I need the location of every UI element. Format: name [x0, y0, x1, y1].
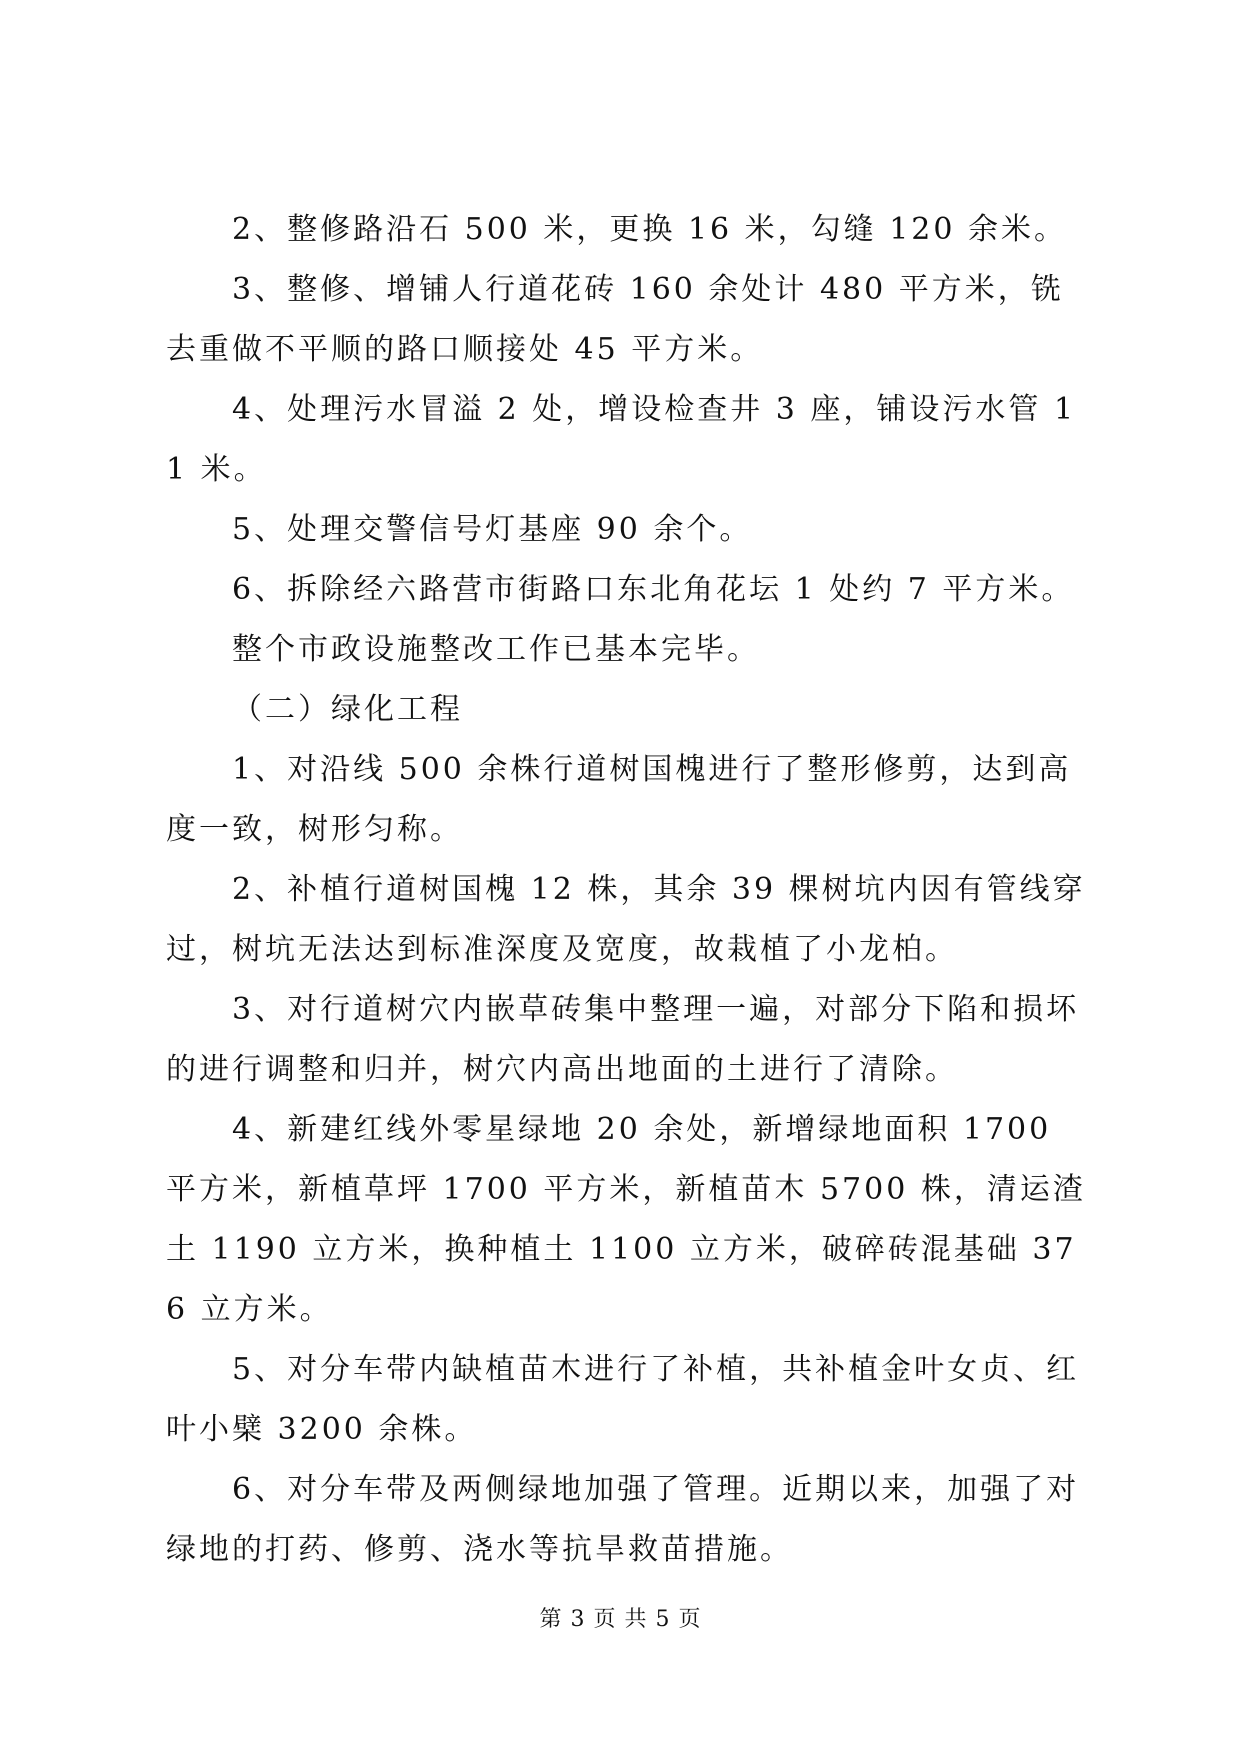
section-heading-greening: （二）绿化工程 — [232, 692, 463, 727]
paragraph-item-2: 2、整修路沿石 500 米，更换 16 米，勾缝 120 余米。 — [232, 212, 1067, 247]
paragraph-summary: 整个市政设施整改工作已基本完毕。 — [232, 632, 760, 667]
paragraph-item-6: 6、拆除经六路营市街路口东北角花坛 1 处约 7 平方米。 — [232, 572, 1075, 607]
paragraph-item-4: 4、处理污水冒溢 2 处，增设检查井 3 座，铺设污水管 11 米。 — [166, 392, 1077, 487]
paragraph-greening-3: 3、对行道树穴内嵌草砖集中整理一遍，对部分下陷和损坏的进行调整和归并，树穴内高出地面的土进行了清除。 — [166, 992, 1080, 1087]
paragraph-greening-5: 5、对分车带内缺植苗木进行了补植，共补植金叶女贞、红叶小檗 3200 余株。 — [166, 1352, 1080, 1447]
page-number-footer: 第 3 页 共 5 页 — [539, 1607, 702, 1632]
paragraph-greening-1: 1、对沿线 500 余株行道树国槐进行了整形修剪，达到高度一致，树形匀称。 — [166, 752, 1072, 847]
paragraph-item-5: 5、处理交警信号灯基座 90 余个。 — [232, 512, 753, 547]
paragraph-greening-4: 4、新建红线外零星绿地 20 余处，新增绿地面积 1700 平方米，新植草坪 1700 平方米，新植苗木 5700 株，清运渣土 1190 立方米，换种植土 1100 立方米，破碎砖混基础 376 立方米。 — [166, 1112, 1086, 1327]
paragraph-greening-6: 6、对分车带及两侧绿地加强了管理。近期以来，加强了对绿地的打药、修剪、浇水等抗旱救苗措施。 — [166, 1472, 1080, 1567]
paragraph-greening-2: 2、补植行道树国槐 12 株，其余 39 棵树坑内因有管线穿过，树坑无法达到标准深度及宽度，故栽植了小龙柏。 — [166, 872, 1086, 967]
paragraph-item-3: 3、整修、增铺人行道花砖 160 余处计 480 平方米，铣去重做不平顺的路口顺接处 45 平方米。 — [166, 272, 1064, 367]
document-body — [166, 200, 1086, 1580]
